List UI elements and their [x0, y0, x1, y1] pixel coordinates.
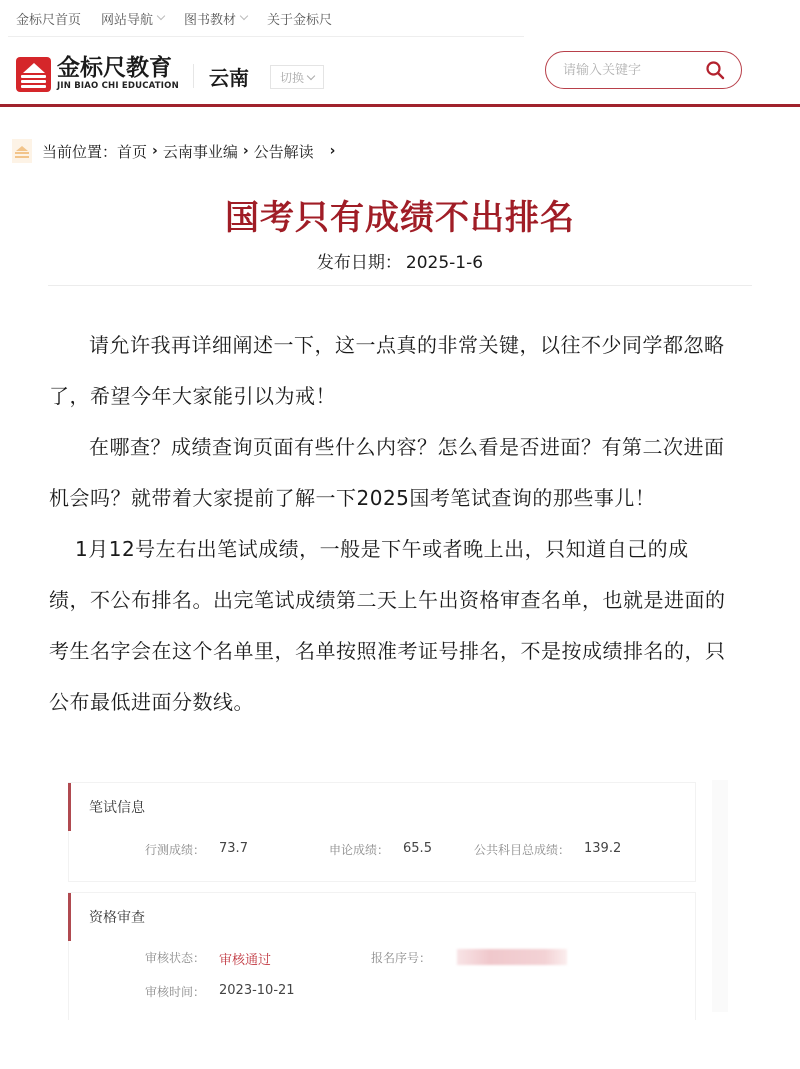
- top-nav: [0, 0, 800, 36]
- field-label: 报名序号：: [371, 951, 432, 965]
- nav-books[interactable]: [184, 9, 247, 28]
- total-score: [474, 841, 621, 858]
- status-badge: 审核通过: [219, 953, 272, 968]
- article-paragraph: 请允许我再详细阐述一下，这一点真的非常关键，以往不少同学都忽略了，希望今年大家能引以为戒！: [49, 333, 725, 408]
- field-label: 审核状态：: [145, 951, 206, 965]
- breadcrumb-home[interactable]: 首页: [117, 142, 148, 161]
- field-value: 139.2: [584, 841, 622, 856]
- logo-english-text: JIN BIAO CHI EDUCATION: [57, 81, 179, 91]
- site-header: [0, 40, 800, 106]
- location-pagoda-icon: [12, 139, 32, 163]
- field-label: 公共科目总成绩：: [474, 843, 571, 857]
- field-label: 行测成绩：: [145, 843, 206, 857]
- xingce-score: [145, 841, 248, 858]
- card-accent-bar: [68, 893, 71, 941]
- article-paragraph: 1月12号左右出笔试成绩，一般是下午或者晚上出，只知道自己的成绩，不公布排名。出完笔试成绩第二天上午出资格审查名单，也就是进面的考生名字会在这个名单里，名单按照准考证号排名，不是按成绩排名的，只公布最低进面分数线。: [49, 537, 726, 714]
- nav-home-label: 金标尺首页: [16, 12, 82, 28]
- field-value: 65.5: [403, 841, 432, 856]
- scrollbar-track: [712, 780, 728, 1012]
- breadcrumb: [12, 139, 335, 163]
- article-title: 国考只有成绩不出排名: [225, 198, 575, 238]
- chevron-down-icon: [157, 12, 165, 20]
- divider: [193, 64, 194, 88]
- chevron-down-icon: [240, 12, 248, 20]
- card-accent-bar: [68, 783, 71, 831]
- search-box: [545, 51, 742, 89]
- breadcrumb-announcement-interpretation[interactable]: 公告解读: [253, 142, 314, 161]
- redacted-value: [457, 949, 567, 965]
- search-input[interactable]: [563, 63, 693, 78]
- score-page-screenshot: [60, 780, 728, 1020]
- publish-date-label: 发布日期：: [316, 253, 402, 273]
- divider: [48, 285, 752, 286]
- field-value: 73.7: [219, 841, 248, 856]
- article-paragraph: 在哪查？成绩查询页面有些什么内容？怎么看是否进面？有第二次进面机会吗？就带着大家提前了解一下2025国考笔试查询的那些事儿！: [49, 435, 725, 510]
- nav-about-label: 关于金标尺: [267, 12, 333, 28]
- header-accent-rule: [0, 104, 800, 107]
- logo-pagoda-icon: [16, 57, 51, 92]
- shenlun-score: [329, 841, 432, 858]
- breadcrumb-prefix: 当前位置：: [42, 142, 118, 161]
- article-body: [49, 320, 729, 728]
- field-value: 2023-10-21: [219, 983, 295, 998]
- chevron-down-icon: [307, 71, 315, 79]
- nav-home[interactable]: [16, 9, 81, 28]
- nav-site-navigation-label: 网站导航: [101, 12, 154, 28]
- divider: [8, 36, 524, 37]
- written-exam-title: 笔试信息: [89, 800, 145, 816]
- logo-chinese-text: 金标尺教育: [57, 55, 172, 81]
- nav-about[interactable]: [267, 9, 332, 28]
- publish-date: [0, 248, 800, 273]
- switch-region-label: 切换: [279, 70, 304, 85]
- current-region: 云南: [209, 66, 249, 90]
- qualification-card: [68, 892, 696, 1020]
- qualification-title: 资格审查: [89, 910, 145, 926]
- registration-number: [371, 949, 567, 966]
- publish-date-value: 2025-1-6: [405, 253, 484, 273]
- review-time: [145, 983, 295, 1000]
- switch-region-button[interactable]: [270, 65, 324, 89]
- chevron-right-icon: ›: [329, 143, 336, 159]
- review-status: [145, 949, 271, 968]
- nav-site-navigation[interactable]: [101, 9, 164, 28]
- chevron-right-icon: ›: [242, 143, 249, 159]
- field-label: 申论成绩：: [329, 843, 390, 857]
- breadcrumb-yunnan-public-institution[interactable]: 云南事业编: [162, 142, 238, 161]
- search-icon[interactable]: [705, 60, 725, 80]
- chevron-right-icon: ›: [152, 143, 158, 159]
- nav-books-label: 图书教材: [184, 12, 237, 28]
- field-label: 审核时间：: [145, 985, 206, 999]
- site-logo[interactable]: [16, 56, 179, 92]
- written-exam-card: [68, 782, 696, 882]
